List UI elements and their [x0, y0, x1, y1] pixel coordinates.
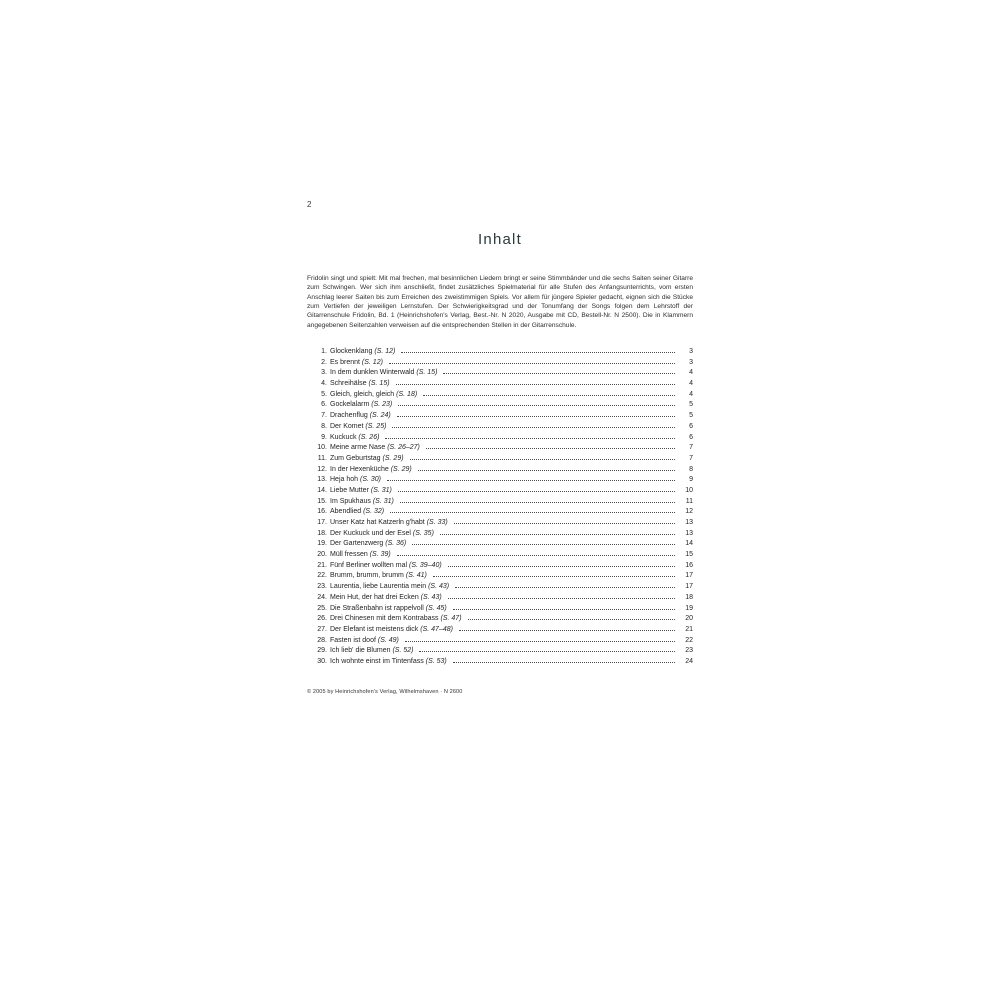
toc-entry-page: 18 — [685, 593, 693, 601]
toc-leader-dots — [468, 619, 675, 620]
toc-entry-page: 3 — [689, 358, 693, 366]
toc-entry-title — [330, 551, 395, 558]
toc-entry-page: 5 — [689, 401, 693, 409]
toc-leader-dots — [392, 427, 675, 428]
toc-entry-title-text: Drachenflug — [330, 412, 368, 420]
toc-entry-number: 27. — [317, 625, 327, 633]
toc-entry-page: 13 — [685, 519, 693, 526]
toc-entry-number: 18. — [317, 529, 327, 537]
toc-entry-title-text: Der Elefant ist meistens dick — [330, 625, 419, 633]
toc-entry[interactable] — [307, 613, 693, 624]
toc-entry-page: 3 — [689, 348, 693, 355]
toc-entry-title — [330, 594, 446, 601]
toc-entry-title — [330, 466, 416, 473]
toc-entry-number: 19. — [317, 540, 327, 548]
toc-entry-title-text: Brumm, brumm, brumm — [330, 572, 404, 580]
toc-entry-title-text: Gleich, gleich, gleich — [330, 390, 395, 398]
toc-leader-dots — [398, 491, 675, 492]
toc-entry-title-text: Müll fressen — [330, 551, 368, 559]
toc-leader-dots — [453, 609, 675, 610]
toc-entry-page: 5 — [689, 412, 693, 420]
toc-entry-reference: (S. 26–27) — [387, 444, 420, 452]
toc-entry-reference: (S. 35) — [412, 529, 434, 537]
toc-entry-title-text: Liebe Mutter — [330, 486, 369, 494]
toc-entry-reference: (S. 12) — [374, 348, 396, 355]
toc-entry-title — [330, 519, 452, 526]
toc-entry-title — [330, 380, 394, 387]
toc-entry[interactable] — [307, 389, 693, 400]
toc-entry-title-text: Mein Hut, der hat drei Ecken — [330, 593, 419, 601]
toc-entry-title-text: Zum Geburtstag — [330, 454, 381, 462]
toc-entry[interactable] — [307, 624, 693, 635]
toc-leader-dots — [433, 576, 675, 577]
toc-entry-reference: (S. 47) — [440, 615, 462, 623]
toc-entry-page: 7 — [689, 454, 693, 462]
toc-leader-dots — [455, 587, 675, 588]
toc-entry-page: 17 — [685, 583, 693, 591]
toc-entry-title — [330, 412, 395, 419]
toc-entry-title — [330, 626, 457, 633]
toc-entry-reference: (S. 41) — [405, 572, 427, 580]
toc-entry-reference: (S. 49) — [377, 636, 399, 644]
toc-entry-reference: (S. 52) — [392, 647, 414, 655]
toc-entry[interactable] — [307, 346, 693, 357]
toc-entry-title — [330, 391, 421, 398]
toc-entry-title — [330, 487, 396, 494]
toc-entry[interactable] — [307, 400, 693, 411]
toc-entry[interactable] — [307, 474, 693, 485]
toc-entry[interactable] — [307, 539, 693, 550]
toc-entry-number: 15. — [317, 497, 327, 505]
toc-leader-dots — [390, 512, 675, 513]
toc-entry-number: 25. — [317, 604, 327, 612]
toc-entry[interactable] — [307, 635, 693, 646]
toc-leader-dots — [419, 651, 675, 652]
toc-entry-title — [330, 615, 466, 622]
toc-entry-page: 11 — [685, 497, 693, 505]
toc-entry-reference: (S. 45) — [425, 604, 447, 612]
toc-entry-number: 10. — [317, 444, 327, 452]
toc-entry-reference: (S. 43) — [420, 593, 442, 601]
toc-entry-reference: (S. 29) — [390, 465, 412, 473]
toc-entry[interactable] — [307, 603, 693, 614]
toc-leader-dots — [454, 523, 675, 524]
toc-entry-title — [330, 562, 446, 569]
toc-entry-title-text: In der Hexenküche — [330, 465, 389, 473]
toc-entry-page: 14 — [685, 540, 693, 548]
toc-entry-title — [330, 444, 424, 451]
toc-entry-title — [330, 348, 399, 355]
toc-entry[interactable] — [307, 421, 693, 432]
toc-leader-dots — [440, 534, 675, 535]
toc-entry-title-text: Schreihälse — [330, 380, 367, 388]
page-title: Inhalt — [478, 231, 522, 248]
toc-entry-page: 9 — [689, 476, 693, 484]
toc-entry-number: 21. — [317, 561, 327, 569]
toc-entry[interactable] — [307, 485, 693, 496]
toc-entry-title — [330, 359, 387, 366]
toc-entry-title — [330, 583, 453, 590]
toc-entry-reference: (S. 26) — [358, 433, 380, 441]
toc-leader-dots — [412, 544, 675, 545]
toc-entry-reference: (S. 33) — [426, 519, 448, 526]
toc-entry-page: 16 — [685, 561, 693, 569]
toc-entry-title-text: Laurentia, liebe Laurentia mein — [330, 583, 427, 591]
toc-leader-dots — [397, 555, 675, 556]
toc-entry-reference: (S. 53) — [425, 657, 447, 665]
toc-entry-page: 13 — [685, 529, 693, 537]
toc-entry-number: 24. — [317, 593, 327, 601]
toc-entry-reference: (S. 31) — [370, 486, 392, 494]
toc-entry-title — [330, 572, 431, 579]
toc-entry-title — [330, 401, 396, 408]
toc-entry-page: 7 — [689, 444, 693, 452]
toc-entry-page: 8 — [689, 465, 693, 473]
toc-entry-title — [330, 658, 451, 665]
toc-entry[interactable] — [307, 442, 693, 453]
toc-entry-reference: (S. 23) — [371, 401, 393, 409]
toc-entry-page: 24 — [685, 657, 693, 665]
toc-entry-title — [330, 605, 451, 612]
toc-entry-page: 4 — [689, 369, 693, 377]
toc-leader-dots — [398, 405, 675, 406]
toc-entry-page: 4 — [689, 380, 693, 388]
toc-entry-page: 6 — [689, 422, 693, 430]
toc-entry-title — [330, 508, 388, 515]
toc-entry-title-text: Glockenklang — [330, 348, 373, 355]
toc-entry-title-text: Ich wohnte einst im Tintenfass — [330, 657, 424, 665]
toc-leader-dots — [459, 630, 675, 631]
toc-entry[interactable] — [307, 432, 693, 443]
copyright-line: © 2005 by Heinrichshofen's Verlag, Wilhelmshaven · N 2600 — [307, 688, 463, 695]
toc-entry-number: 12. — [317, 465, 327, 473]
toc-entry-page: 17 — [685, 572, 693, 580]
toc-entry-page: 20 — [685, 615, 693, 623]
toc-entry-number: 8. — [321, 422, 327, 430]
toc-leader-dots — [426, 448, 675, 449]
toc-entry[interactable] — [307, 528, 693, 539]
toc-entry-number: 13. — [317, 476, 327, 484]
toc-entry-page: 15 — [685, 551, 693, 559]
toc-entry-reference: (S. 12) — [361, 358, 383, 366]
toc-entry-reference: (S. 43) — [428, 583, 450, 591]
toc-entry-page: 19 — [685, 604, 693, 612]
toc-entry-title-text: Heja hoh — [330, 476, 359, 484]
toc-entry-number: 4. — [321, 380, 327, 388]
toc-entry-title — [330, 455, 408, 462]
toc-leader-dots — [448, 598, 675, 599]
page-content — [305, 200, 695, 695]
toc-entry-number: 23. — [317, 583, 327, 591]
intro-paragraph: Fridolin singt und spielt: Mit mal frechen, mal besinnlichen Liedern bringt er seine Stimmbänder und die sechs Saiten seiner Gitarre zum Schwingen. Wer sich ihm anschließt, findet zusätzliches Spielmaterial für alle Stufen des Anfangsunterrichts, vom ersten Anschlag leerer Saiten bis zum Erreichen des zweistimmigen Spiels. Vor allem für jüngere Spieler gedacht, eignen sich die Stücke zum Vertiefen der jeweiligen Lernstufen. Der Schwierigkeitsgrad und der Tonumfang der Songs folgen dem Lehrstoff der Gitarrenschule Fridolin, Bd. 1 (Heinrichshofen's Verlag, Best.-Nr. N 2020, Ausgabe mit CD, Bestell-Nr. N 2500). Die in Klammern angegebenen Seitenzahlen verweisen auf die entsprechenden Stellen in der Gitarrenschule. — [307, 275, 693, 329]
toc-leader-dots — [387, 480, 675, 481]
toc-entry-reference: (S. 30) — [359, 476, 381, 484]
toc-leader-dots — [385, 438, 675, 439]
toc-entry-reference: (S. 32) — [363, 508, 385, 516]
toc-entry-title-text: Unser Katz hat Katzerln g'habt — [330, 519, 425, 526]
toc-entry-title-text: Der Kuckuck und der Esel — [330, 529, 411, 537]
toc-entry-title-text: Der Komet — [330, 422, 364, 430]
toc-leader-dots — [401, 352, 675, 353]
toc-leader-dots — [448, 566, 675, 567]
toc-entry[interactable] — [307, 410, 693, 421]
toc-entry[interactable] — [307, 464, 693, 475]
toc-entry-number: 16. — [317, 508, 327, 516]
toc-entry[interactable] — [307, 645, 693, 656]
toc-entry-number: 28. — [317, 636, 327, 644]
toc-entry-title-text: Drei Chinesen mit dem Kontrabass — [330, 615, 439, 623]
toc-entry-number: 11. — [317, 454, 327, 462]
toc-leader-dots — [423, 395, 675, 396]
toc-leader-dots — [405, 641, 675, 642]
toc-entry-number: 3. — [321, 369, 327, 377]
toc-entry-title — [330, 647, 417, 654]
folio-number: 2 — [307, 200, 312, 209]
toc-entry-title — [330, 423, 390, 430]
toc-entry-number: 20. — [317, 551, 327, 559]
toc-entry-title-text: Es brennt — [330, 358, 360, 366]
toc-entry[interactable] — [307, 517, 693, 528]
toc-entry-title-text: Abendlied — [330, 508, 362, 516]
toc-entry-number: 6. — [321, 401, 327, 409]
toc-entry-number: 1. — [321, 348, 327, 355]
toc-entry-title-text: Fasten ist doof — [330, 636, 376, 644]
toc-entry-title-text: In dem dunklen Winterwald — [330, 369, 415, 377]
toc-entry[interactable] — [307, 592, 693, 603]
toc-entry-title-text: Im Spukhaus — [330, 497, 371, 505]
toc-entry[interactable] — [307, 357, 693, 368]
toc-entry-title — [330, 637, 403, 644]
toc-entry-reference: (S. 31) — [372, 497, 394, 505]
toc-entry-page: 22 — [685, 636, 693, 644]
toc-entry-number: 2. — [321, 358, 327, 366]
toc-entry-number: 22. — [317, 572, 327, 580]
toc-entry-title-text: Ich lieb' die Blumen — [330, 647, 391, 655]
toc-entry[interactable] — [307, 549, 693, 560]
toc-entry-number: 26. — [317, 615, 327, 623]
toc-entry-reference: (S. 47–48) — [420, 625, 453, 633]
toc-entry-number: 5. — [321, 390, 327, 398]
toc-entry-number: 7. — [321, 412, 327, 420]
table-of-contents — [307, 346, 693, 667]
toc-entry-number: 9. — [321, 433, 327, 441]
toc-leader-dots — [418, 470, 675, 471]
toc-entry-page: 21 — [685, 625, 693, 633]
toc-entry[interactable] — [307, 571, 693, 582]
toc-entry-reference: (S. 29) — [382, 454, 404, 462]
toc-entry-title-text: Kuckuck — [330, 433, 357, 441]
toc-entry[interactable] — [307, 378, 693, 389]
toc-entry-page: 10 — [685, 486, 693, 494]
toc-entry-page: 23 — [685, 647, 693, 655]
toc-leader-dots — [443, 373, 675, 374]
toc-entry-title — [330, 434, 383, 441]
toc-entry-title — [330, 540, 410, 547]
toc-entry-title-text: Die Straßenbahn ist rappelvoll — [330, 604, 424, 612]
toc-entry-page: 12 — [685, 508, 693, 516]
toc-entry[interactable] — [307, 453, 693, 464]
toc-entry-title — [330, 498, 398, 505]
toc-entry-reference: (S. 18) — [396, 390, 418, 398]
toc-entry[interactable] — [307, 506, 693, 517]
toc-entry-number: 17. — [317, 519, 327, 526]
toc-entry-title — [330, 476, 385, 483]
toc-entry-reference: (S. 36) — [385, 540, 407, 548]
toc-entry-reference: (S. 15) — [368, 380, 390, 388]
toc-entry-number: 29. — [317, 647, 327, 655]
toc-entry-title-text: Fünf Berliner wollten mal — [330, 561, 408, 569]
toc-entry[interactable] — [307, 656, 693, 667]
toc-leader-dots — [396, 384, 675, 385]
toc-entry-reference: (S. 39–40) — [408, 561, 442, 569]
toc-entry-reference: (S. 15) — [416, 369, 438, 377]
toc-entry-title-text: Meine arme Nase — [330, 444, 386, 452]
toc-entry-title — [330, 369, 441, 376]
toc-entry-page: 4 — [689, 390, 693, 398]
toc-entry-title-text: Gockelalarm — [330, 401, 370, 409]
toc-entry-number: 30. — [317, 657, 327, 665]
toc-entry[interactable] — [307, 496, 693, 507]
toc-entry[interactable] — [307, 560, 693, 571]
toc-leader-dots — [397, 416, 675, 417]
toc-entry-number: 14. — [317, 486, 327, 494]
toc-leader-dots — [389, 363, 675, 364]
toc-leader-dots — [400, 502, 675, 503]
toc-leader-dots — [453, 662, 675, 663]
toc-entry-reference: (S. 39) — [369, 551, 391, 559]
toc-entry-page: 6 — [689, 433, 693, 441]
toc-entry-reference: (S. 24) — [369, 412, 391, 420]
toc-entry[interactable] — [307, 581, 693, 592]
toc-entry-title — [330, 530, 438, 537]
toc-leader-dots — [410, 459, 675, 460]
toc-entry[interactable] — [307, 368, 693, 379]
toc-entry-title-text: Der Gartenzwerg — [330, 540, 384, 548]
toc-entry-reference: (S. 25) — [365, 422, 387, 430]
